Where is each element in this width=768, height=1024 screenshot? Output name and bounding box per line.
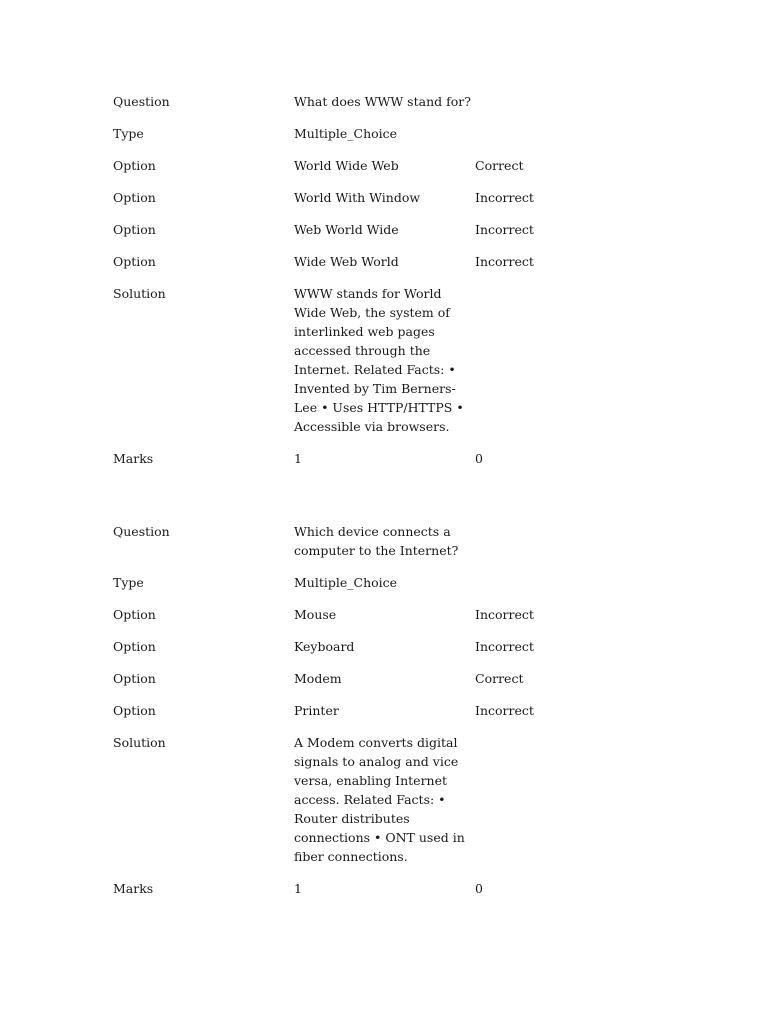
type-label: Type [113,575,144,590]
option-label: Option [113,607,156,622]
solution-row [113,284,653,449]
option-row [113,701,653,733]
marks-label: Marks [113,881,154,896]
option-status: Incorrect [475,607,534,622]
option-label: Option [113,158,156,173]
type-value: Multiple_Choice [294,126,398,141]
option-text: Printer [294,703,339,718]
option-text: Modem [294,671,342,686]
option-row [113,252,653,284]
option-status: Incorrect [475,703,534,718]
type-value: Multiple_Choice [294,575,398,590]
marks-negative: 0 [475,451,483,466]
solution-label: Solution [113,735,166,750]
question-table-2 [113,522,653,911]
question-label: Question [113,524,170,539]
solution-text: WWW stands for World Wide Web, the system of interlinked web pages accessed through the Internet. Related Facts: • Invented by Tim Berners-Lee • Uses HTTP/HTTPS • Accessible via browsers. [294,286,464,434]
option-row [113,156,653,188]
document-page [113,92,673,911]
question-text: What does WWW stand for? [294,94,471,109]
option-status: Incorrect [475,254,534,269]
question-row [113,522,653,573]
option-label: Option [113,703,156,718]
question-table-1 [113,92,653,481]
question-text: Which device connects a computer to the Internet? [294,524,459,558]
option-label: Option [113,671,156,686]
option-label: Option [113,222,156,237]
option-text: World Wide Web [294,158,399,173]
solution-extra [475,284,653,449]
option-row [113,188,653,220]
question-label: Question [113,94,170,109]
question-extra [475,522,653,573]
solution-label: Solution [113,286,166,301]
option-text: World With Window [294,190,421,205]
marks-negative: 0 [475,881,483,896]
marks-row [113,879,653,911]
type-row [113,124,653,156]
option-status: Incorrect [475,190,534,205]
option-text: Web World Wide [294,222,399,237]
marks-row [113,449,653,481]
option-text: Wide Web World [294,254,399,269]
option-status: Incorrect [475,639,534,654]
option-row [113,637,653,669]
option-status: Incorrect [475,222,534,237]
type-row [113,573,653,605]
option-row [113,669,653,701]
option-text: Keyboard [294,639,355,654]
type-extra [475,573,653,605]
question-extra [475,92,653,124]
type-label: Type [113,126,144,141]
solution-row [113,733,653,879]
option-status: Correct [475,158,524,173]
marks-label: Marks [113,451,154,466]
option-label: Option [113,254,156,269]
option-row [113,605,653,637]
marks-value: 1 [294,881,302,896]
option-status: Correct [475,671,524,686]
type-extra [475,124,653,156]
option-label: Option [113,190,156,205]
option-text: Mouse [294,607,337,622]
solution-text: A Modem converts digital signals to analog and vice versa, enabling Internet access. Related Facts: • Router distributes connections • ONT used in fiber connections. [294,735,465,864]
question-row [113,92,653,124]
marks-value: 1 [294,451,302,466]
option-row [113,220,653,252]
solution-extra [475,733,653,879]
option-label: Option [113,639,156,654]
